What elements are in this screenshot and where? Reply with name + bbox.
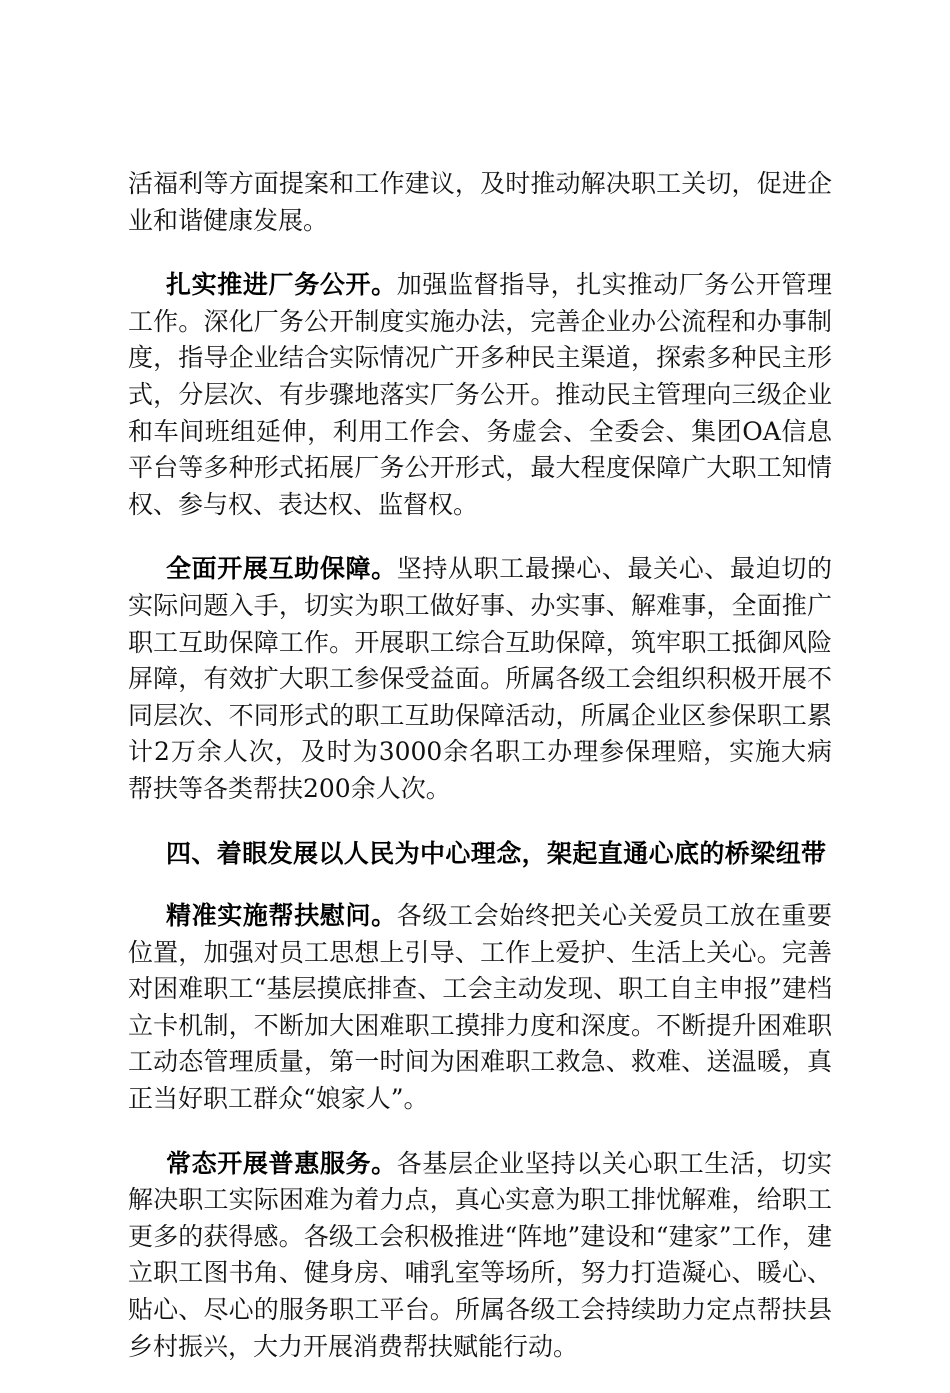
paragraph-mutual-aid-security — [128, 551, 832, 807]
paragraph-continuation — [128, 166, 832, 239]
document-body — [128, 166, 832, 1393]
paragraph-inclusive-services — [128, 1146, 832, 1366]
paragraph-text: 加强监督指导，扎实推动厂务公开管理工作。深化厂务公开制度实施办法，完善企业办公流程和办事制度，指导企业结合实际情况广开多种民主渠道，探索多种民主形式，分层次、有步骤地落实厂务公开。推动民主管理向三级企业和车间班组延伸，利用工作会、务虚会、全委会、集团OA信息平台等多种形式拓展厂务公开形式，最大程度保障广大职工知情权、参与权、表达权、监督权。 — [128, 270, 832, 519]
paragraph-lead-heading: 扎实推进厂务公开。 — [166, 270, 397, 300]
paragraph-text: 活福利等方面提案和工作建议，及时推动解决职工关切，促进企业和谐健康发展。 — [128, 169, 832, 235]
paragraph-text: 各基层企业坚持以关心职工生活，切实解决职工实际困难为着力点，真心实意为职工排忧解难，给职工更多的获得感。各级工会积极推进“阵地”建设和“建家”工作，建立职工图书角、健身房、哺乳室等场所，努力打造凝心、暖心、贴心、尽心的服务职工平台。所属各级工会持续助力定点帮扶县乡村振兴，大力开展消费帮扶赋能行动。 — [128, 1148, 832, 1361]
paragraph-lead-heading: 全面开展互助保障。 — [166, 554, 397, 584]
paragraph-assistance-visits — [128, 898, 832, 1118]
paragraph-text: 各级工会始终把关心关爱员工放在重要位置，加强对员工思想上引导、工作上爱护、生活上关心。完善对困难职工“基层摸底排查、工会主动发现、职工自主申报”建档立卡机制，不断加大困难职工摸排力度和深度。不断提升困难职工动态管理质量，第一时间为困难职工救急、救难、送温暖，真正当好职工群众“娘家人”。 — [128, 901, 832, 1114]
paragraph-lead-heading: 常态开展普惠服务。 — [166, 1148, 397, 1178]
paragraph-lead-heading: 精准实施帮扶慰问。 — [166, 901, 397, 931]
paragraph-text: 坚持从职工最操心、最关心、最迫切的实际问题入手，切实为职工做好事、办实事、解难事，全面推广职工互助保障工作。开展职工综合互助保障，筑牢职工抵御风险屏障，有效扩大职工参保受益面。所属各级工会组织积极开展不同层次、不同形式的职工互助保障活动，所属企业区参保职工累计2万余人次，及时为3000余名职工办理参保理赔，实施大病帮扶等各类帮扶200余人次。 — [128, 554, 832, 803]
paragraph-factory-affairs-openness — [128, 267, 832, 523]
section-heading: 四、着眼发展以人民为中心理念，架起直通心底的桥梁纽带 — [166, 838, 827, 868]
